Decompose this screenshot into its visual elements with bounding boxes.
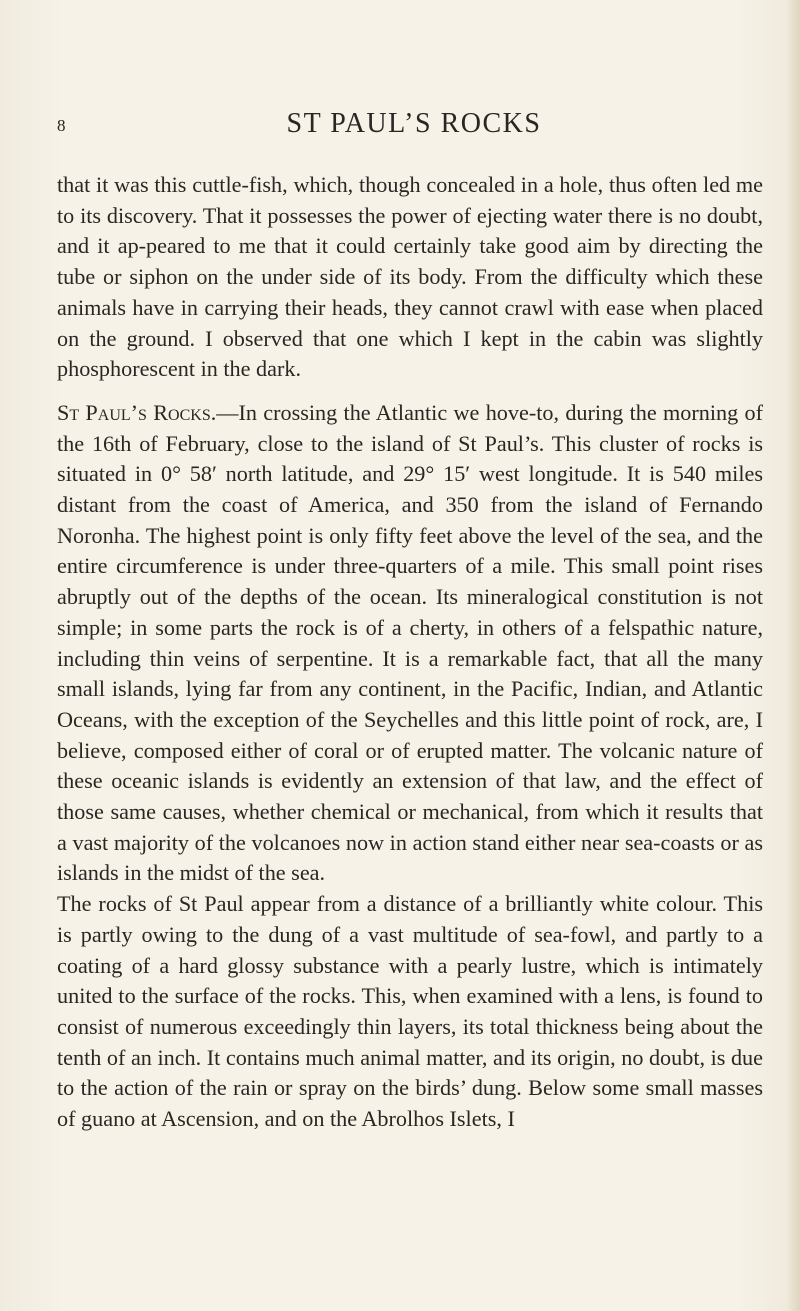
section-heading: St Paul’s Rocks.: [57, 399, 217, 425]
paragraph-cuttle-fish: that it was this cuttle-fish, which, though concealed in a hole, thus often led me to its discovery. That it possesses the power of ejecting water there is no doubt, and it ap-peared to me that it could certainly take good aim by directing the tube or siphon on the under side of its body. From the difficulty which these animals have in carrying their heads, they cannot crawl with ease when placed on the ground. I observed that one which I kept in the cabin was slightly phosphorescent in the dark.: [57, 172, 763, 382]
paragraph-text: —In crossing the Atlantic we hove-to, during the morning of the 16th of February, close to the island of St Paul’s. This cluster of rocks is situated in 0° 58′ north latitude, and 29° 15′ west longitude. It is 540 miles distant from the coast of America, and 350 from the island of Fernando Noronha. The highest point is only fifty feet above the level of the sea, and the entire circumference is under three-quarters of a mile. This small point rises abruptly out of the depths of the ocean. Its mineralogical constitution is not simple; in some parts the rock is of a cherty, in others of a felspathic nature, including thin veins of serpentine. It is a remarkable fact, that all the many small islands, lying far from any continent, in the Pacific, Indian, and Atlantic Oceans, with the exception of the Seychelles and this little point of rock, are, I believe, composed either of coral or of erupted matter. The volcanic nature of these oceanic islands is evidently an extension of that law, and the effect of those same causes, whether chemical or mechanical, from which it results that a vast majority of the volcanoes now in action stand either near sea-coasts or as islands in the midst of the sea.: [57, 399, 763, 886]
body-text: [57, 170, 763, 1135]
page-number: 8: [57, 116, 66, 135]
paragraph-st-pauls-rocks: [57, 398, 763, 889]
running-title: ST PAUL’S ROCKS: [286, 108, 542, 139]
running-head: [0, 98, 800, 138]
page-edge-shadow: [786, 0, 800, 1311]
paragraph-white-colour: The rocks of St Paul appear from a distance of a brilliantly white colour. This is partly owing to the dung of a vast multitude of sea-fowl, and partly to a coating of a hard glossy substance with a pearly lustre, which is intimately united to the surface of the rocks. This, when examined with a lens, is found to consist of numerous exceedingly thin layers, its total thickness being about the tenth of an inch. It contains much animal matter, and its origin, no doubt, is due to the action of the rain or spray on the birds’ dung. Below some small masses of guano at Ascension, and on the Abrolhos Islets, I: [57, 891, 763, 1132]
